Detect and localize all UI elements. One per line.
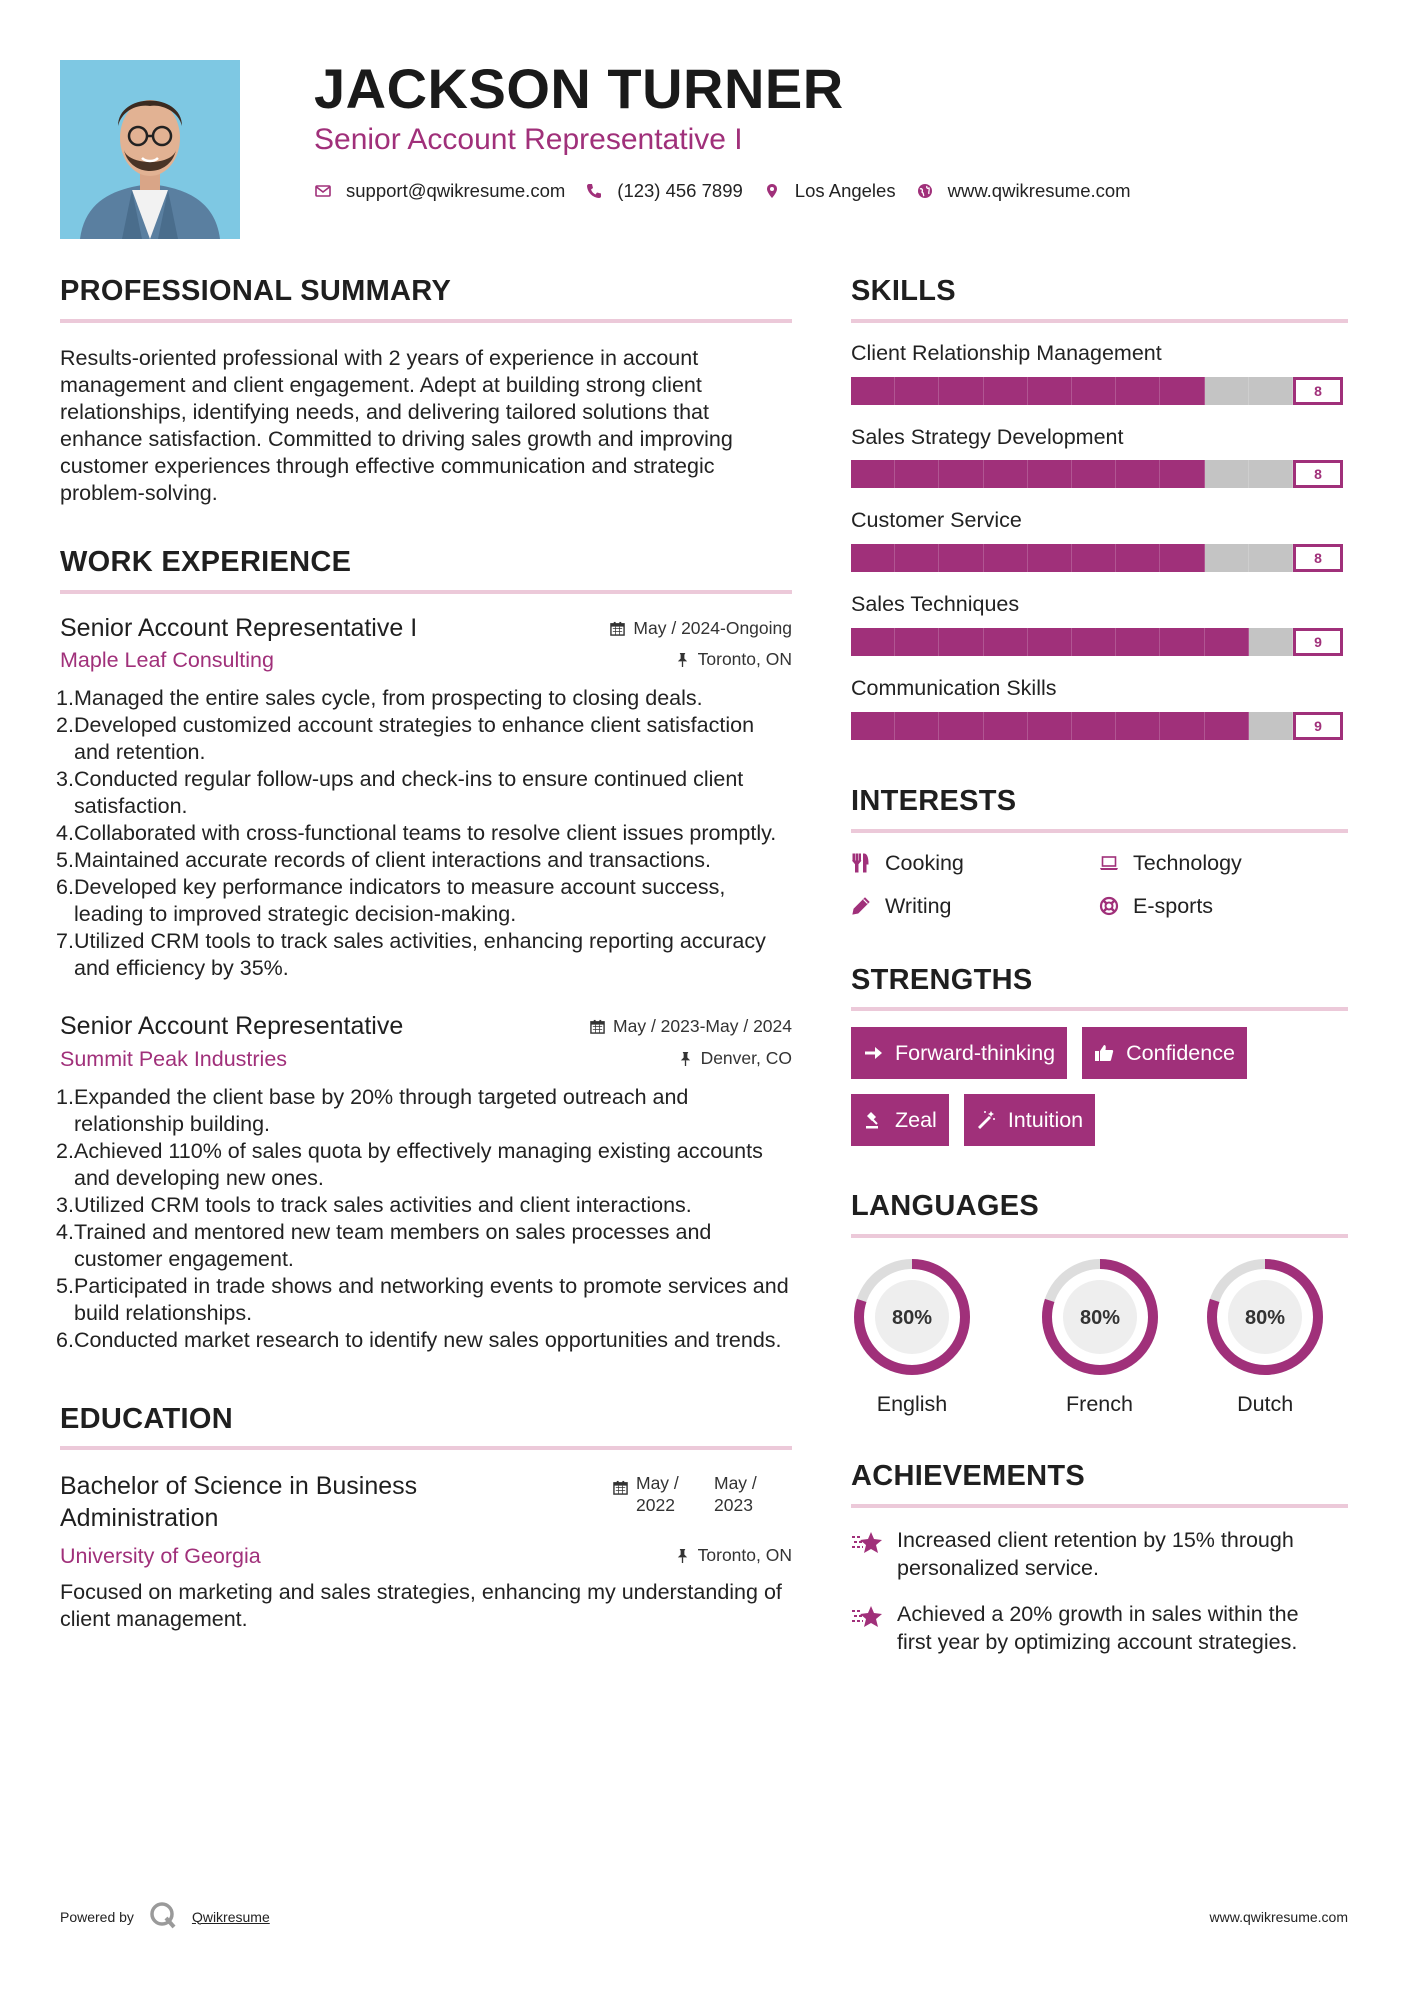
skill-level-badge: 9 (1293, 712, 1343, 740)
languages-section (851, 1189, 1348, 1417)
interest-label: Writing (885, 893, 952, 918)
job-dates-text: May / 2023-May / 2024 (613, 1016, 792, 1037)
skill-bar (851, 628, 1348, 656)
work-experience-heading: WORK EXPERIENCE (60, 545, 792, 594)
skill-bar-track (851, 377, 1293, 405)
work-experience-section (56, 545, 792, 1354)
strength-chip (964, 1094, 1095, 1146)
language-item (1017, 1256, 1183, 1417)
envelope-icon (314, 182, 332, 200)
skill-name: Sales Strategy Development (851, 424, 1124, 449)
skill-level-badge: 9 (1293, 628, 1343, 656)
job-bullets (56, 685, 792, 982)
achievement-item (851, 1526, 1348, 1582)
interest-label: Technology (1133, 850, 1242, 875)
language-ring (1204, 1256, 1326, 1378)
pushpin-icon (675, 1548, 690, 1563)
skill-name: Communication Skills (851, 675, 1057, 700)
interest-technology (1099, 851, 1347, 876)
list-item: 6. Developed key performance indicators to measure account success, leading to improved strategic decision-making. (56, 875, 726, 927)
language-name: Dutch (1237, 1392, 1294, 1417)
gavel-icon (863, 1110, 883, 1130)
list-item: 3. Conducted regular follow-ups and check-ins to ensure continued client satisfaction. (56, 767, 744, 819)
skill-name: Customer Service (851, 508, 1022, 533)
calendar-icon (613, 1480, 628, 1495)
job-dates (590, 1016, 792, 1037)
degree-title: Bachelor of Science in Business Administration (60, 1472, 418, 1533)
list-item: 1. Managed the entire sales cycle, from prospecting to closing deals. (56, 686, 703, 711)
skill-bar (851, 377, 1348, 405)
map-pin-icon (763, 182, 781, 200)
job-dates (610, 618, 792, 639)
contact-website[interactable] (916, 180, 1131, 202)
list-item: 3. Utilized CRM tools to track sales activities and client interactions. (56, 1192, 692, 1217)
interest-label: E-sports (1133, 893, 1214, 918)
job-location (678, 1048, 792, 1069)
strength-chip (1082, 1027, 1247, 1079)
powered-by-text: Powered by (60, 1908, 134, 1925)
language-item (851, 1256, 1017, 1417)
skill-bar-fill (851, 544, 1205, 572)
job-location-text: Denver, CO (700, 1047, 792, 1068)
globe-icon (916, 182, 934, 200)
contact-phone[interactable] (585, 180, 743, 202)
skill-bar (851, 712, 1348, 740)
skills-heading: SKILLS (851, 274, 1348, 323)
strength-label: Intuition (1007, 1107, 1084, 1132)
education-end-date: May / 2023 (714, 1473, 757, 1516)
strength-label: Forward-thinking (895, 1040, 1056, 1065)
skill-bar-track (851, 628, 1293, 656)
candidate-title: Senior Account Representative I (314, 123, 743, 156)
contact-email[interactable] (314, 180, 565, 202)
skill-level-badge: 8 (1293, 460, 1343, 488)
list-item: 7. Utilized CRM tools to track sales activities, enhancing reporting accuracy and efficiency by 35%. (56, 929, 766, 981)
strength-chip (851, 1094, 949, 1146)
company-name: Summit Peak Industries (60, 1046, 288, 1071)
qwikresume-logo-icon (148, 1900, 178, 1933)
website-text: www.qwikresume.com (947, 180, 1131, 201)
list-item: 6. Conducted market research to identify new sales opportunities and trends. (56, 1327, 782, 1352)
job-location-text: Toronto, ON (697, 649, 792, 670)
achievements-section (851, 1459, 1348, 1656)
skills-section (851, 274, 1348, 740)
summary-text: Results-oriented professional with 2 years of experience in account management and client engagement. Adept at building strong client relationships, identifying needs, and delivering tailored solutions that enhance satisfaction. Committed to driving sales growth and improving customer experiences through effective communication and strategic problem-solving. (60, 345, 733, 505)
job-title: Senior Account Representative (60, 1012, 404, 1041)
powered-by (60, 1900, 270, 1933)
skill-bar (851, 460, 1348, 488)
calendar-icon (610, 621, 625, 636)
calendar-icon (590, 1019, 605, 1034)
interest-writing (851, 894, 1099, 919)
job-title: Senior Account Representative I (60, 613, 418, 642)
skill-bar-fill (851, 712, 1249, 740)
qwikresume-link[interactable]: Qwikresume (191, 1908, 270, 1925)
skill-bar-track (851, 544, 1293, 572)
skills-list (851, 341, 1348, 740)
skill-bar-fill (851, 628, 1249, 656)
education-section (60, 1402, 792, 1634)
candidate-name: JACKSON TURNER (314, 57, 844, 120)
interest-esports (1099, 894, 1347, 919)
education-start-date: May / 2022 (636, 1473, 679, 1516)
list-item: 5. Maintained accurate records of client interactions and transactions. (56, 848, 711, 873)
language-name: English (876, 1392, 948, 1417)
languages-list (851, 1256, 1348, 1417)
skill-item (851, 341, 1348, 405)
skill-bar (851, 544, 1348, 572)
list-item: 4. Trained and mentored new team members on sales processes and customer engagement. (56, 1219, 712, 1271)
magic-wand-icon (976, 1110, 996, 1130)
education-description: Focused on marketing and sales strategies, enhancing my understanding of client management. (60, 1580, 782, 1632)
interests-heading: INTERESTS (851, 784, 1348, 833)
language-name: French (1066, 1392, 1133, 1417)
interest-label: Cooking (885, 850, 964, 875)
company-name: Maple Leaf Consulting (60, 648, 274, 673)
interest-cooking (851, 851, 1099, 876)
language-item (1182, 1256, 1348, 1417)
list-item: 1. Expanded the client base by 20% through targeted outreach and relationship building. (56, 1084, 689, 1136)
right-column (851, 274, 1348, 1656)
language-percent: 80% (891, 1307, 933, 1330)
skill-bar-fill (851, 460, 1205, 488)
strength-label: Zeal (895, 1107, 937, 1132)
education-location (675, 1545, 792, 1566)
interests-section (851, 784, 1348, 919)
education-dates (613, 1472, 792, 1534)
job-entry (56, 1010, 792, 1354)
pencil-icon (851, 896, 871, 916)
skill-name: Client Relationship Management (851, 340, 1162, 365)
pushpin-icon (678, 1051, 693, 1066)
job-bullets (56, 1084, 792, 1354)
strengths-section (851, 963, 1348, 1162)
skill-bar-track (851, 460, 1293, 488)
achievements-heading: ACHIEVEMENTS (851, 1459, 1348, 1508)
job-entry (56, 612, 792, 983)
arrow-right-icon (863, 1043, 883, 1063)
phone-icon (585, 182, 603, 200)
language-percent: 80% (1079, 1307, 1120, 1330)
skill-item (851, 508, 1348, 572)
job-dates-text: May / 2024-Ongoing (633, 617, 792, 638)
skill-bar-track (851, 712, 1293, 740)
pushpin-icon (675, 652, 690, 667)
thumbs-up-icon (1094, 1043, 1114, 1063)
profile-photo (60, 60, 240, 239)
skill-bar-fill (851, 377, 1205, 405)
lifebuoy-icon (1099, 896, 1119, 916)
email-text: support@qwikresume.com (346, 180, 566, 201)
list-item: 5. Participated in trade shows and networking events to promote services and build relationships. (56, 1273, 789, 1325)
education-location-text: Toronto, ON (697, 1545, 792, 1566)
phone-text: (123) 456 7899 (617, 180, 743, 201)
list-item: 2. Achieved 110% of sales quota by effectively managing existing accounts and developing new ones. (56, 1138, 763, 1190)
left-column (56, 274, 792, 1633)
shooting-star-icon (851, 1602, 885, 1630)
language-ring (851, 1256, 973, 1378)
education-heading: EDUCATION (60, 1402, 792, 1451)
job-location (675, 649, 792, 670)
contact-row (314, 180, 1151, 202)
strengths-heading: STRENGTHS (851, 963, 1348, 1012)
achievement-item (851, 1600, 1348, 1656)
languages-heading: LANGUAGES (851, 1189, 1348, 1238)
achievement-text: Achieved a 20% growth in sales within the first year by optimizing account strategies. (897, 1601, 1299, 1654)
language-ring (1039, 1256, 1161, 1378)
skill-item (851, 676, 1348, 740)
list-item: 4. Collaborated with cross-functional teams to resolve client issues promptly. (56, 821, 777, 846)
laptop-icon (1099, 853, 1119, 873)
location-text: Los Angeles (794, 180, 896, 201)
footer (60, 1900, 1348, 1933)
language-percent: 80% (1245, 1307, 1286, 1330)
skill-item (851, 592, 1348, 656)
strength-label: Confidence (1126, 1040, 1235, 1065)
contact-location (763, 180, 896, 202)
skill-level-badge: 8 (1293, 544, 1343, 572)
skill-level-badge: 8 (1293, 377, 1343, 405)
skill-name: Sales Techniques (851, 592, 1020, 617)
school-name: University of Georgia (60, 1544, 261, 1569)
footer-website[interactable]: www.qwikresume.com (1209, 1908, 1348, 1925)
skill-item (851, 425, 1348, 489)
shooting-star-icon (851, 1528, 885, 1556)
strength-chip (851, 1027, 1067, 1079)
summary-section (60, 274, 792, 507)
list-item: 2. Developed customized account strategies to enhance client satisfaction and retention. (56, 713, 755, 765)
achievement-text: Increased client retention by 15% through personalized service. (897, 1527, 1294, 1580)
utensils-icon (851, 853, 871, 873)
summary-heading: PROFESSIONAL SUMMARY (60, 274, 792, 323)
